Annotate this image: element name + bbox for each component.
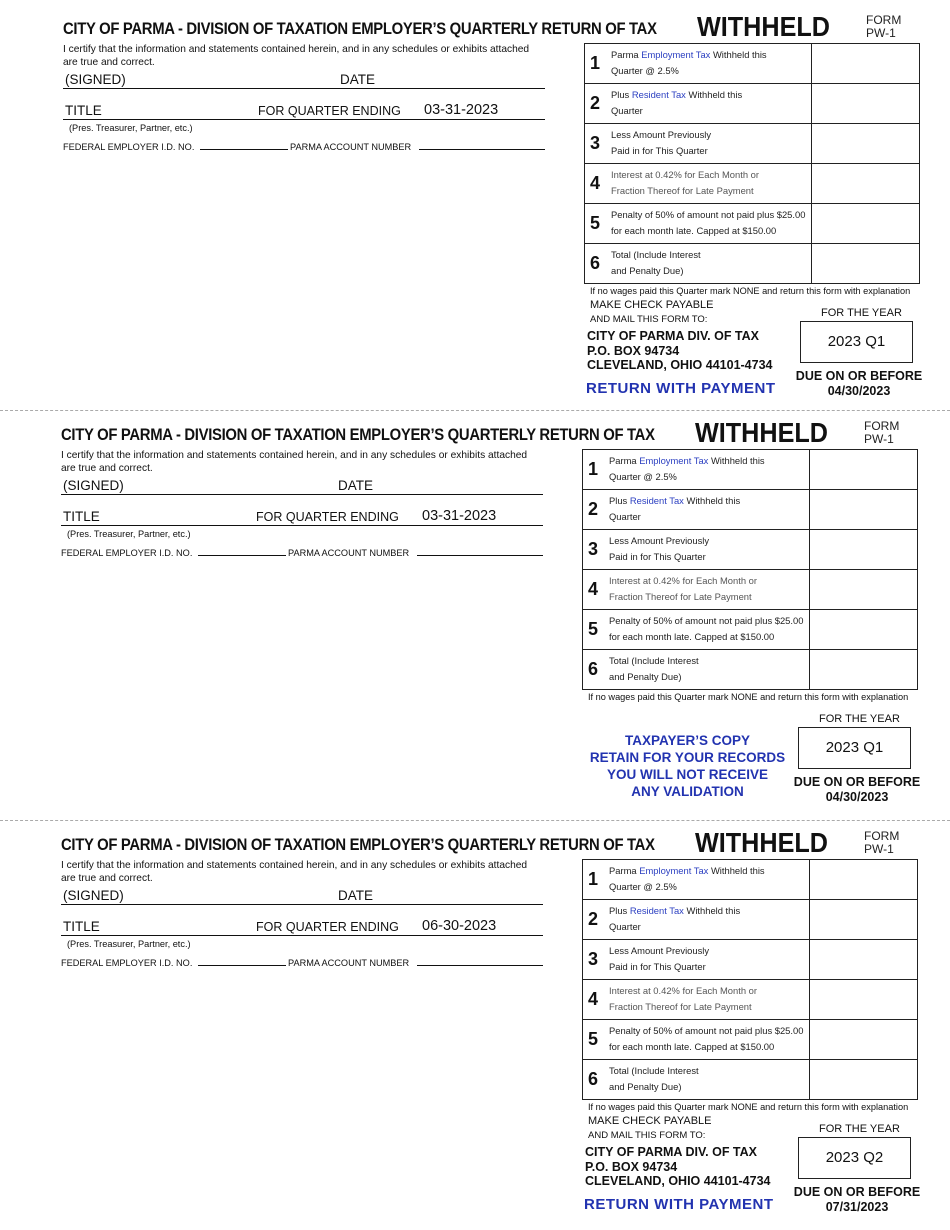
- title-label: TITLE: [63, 509, 100, 524]
- mail-form-label: AND MAIL THIS FORM TO:: [590, 314, 708, 325]
- quarter-ending-label: FOR QUARTER ENDING: [256, 920, 399, 934]
- due-date-block: [792, 1185, 922, 1215]
- line-description: [609, 943, 809, 975]
- line-description: [611, 167, 811, 199]
- account-number-field[interactable]: [419, 149, 545, 150]
- line-description: [609, 1023, 809, 1055]
- mailing-address-line-2: P.O. BOX 94734: [587, 344, 680, 358]
- line-text: Parma: [611, 49, 642, 60]
- line-description: [609, 1063, 809, 1095]
- signature-line[interactable]: [61, 494, 543, 495]
- date-label: DATE: [338, 888, 374, 903]
- line-text: for each month late. Capped at $150.00: [609, 1041, 775, 1052]
- federal-id-label: FEDERAL EMPLOYER I.D. NO.: [61, 958, 193, 968]
- line-number: 5: [589, 213, 600, 233]
- federal-id-field[interactable]: [198, 555, 286, 556]
- copy-line: TAXPAYER’S COPY: [624, 733, 751, 748]
- line-text: Less Amount Previously: [611, 129, 712, 140]
- line-text: Withheld this: [710, 49, 767, 60]
- amount-field[interactable]: [809, 980, 918, 1019]
- line-description: [611, 87, 811, 119]
- line-description: [609, 903, 809, 935]
- schedule-line-5: [583, 1019, 917, 1059]
- due-label: DUE ON OR BEFORE: [793, 775, 921, 789]
- line-description: [611, 207, 811, 239]
- due-date: 07/31/2023: [825, 1200, 889, 1214]
- line-number: 3: [589, 133, 600, 153]
- amount-field[interactable]: [811, 244, 920, 283]
- form-label: FORM: [864, 419, 900, 433]
- line-number: 2: [589, 93, 600, 113]
- line-text: Total (Include Interest: [609, 1065, 699, 1076]
- line-text: Employment Tax: [639, 455, 709, 466]
- line-number: 6: [587, 1069, 598, 1089]
- line-text: and Penalty Due): [609, 671, 682, 682]
- account-number-label: PARMA ACCOUNT NUMBER: [288, 958, 410, 968]
- title-line[interactable]: [61, 935, 543, 936]
- line-description: [611, 47, 811, 79]
- return-with-payment: RETURN WITH PAYMENT: [584, 1196, 774, 1213]
- line-text: Withheld this: [683, 495, 741, 506]
- return-form: [0, 0, 950, 405]
- quarter-ending-date: 03-31-2023: [424, 102, 499, 118]
- schedule-line-3: [583, 529, 917, 569]
- year-quarter-box: 2023 Q1: [800, 321, 913, 363]
- mailing-address-line-1: CITY OF PARMA DIV. OF TAX: [587, 329, 760, 343]
- line-text: Less Amount Previously: [609, 945, 710, 956]
- schedule-line-5: [583, 609, 917, 649]
- line-text: Employment Tax: [639, 865, 709, 876]
- federal-id-label: FEDERAL EMPLOYER I.D. NO.: [63, 142, 195, 152]
- title-hint: (Pres. Treasurer, Partner, etc.): [67, 939, 191, 949]
- line-text: Fraction Thereof for Late Payment: [611, 185, 754, 196]
- line-text: Paid in for This Quarter: [609, 551, 706, 562]
- copy-line: RETAIN FOR YOUR RECORDS: [589, 750, 786, 765]
- line-text: Plus: [609, 495, 630, 506]
- no-wages-note: If no wages paid this Quarter mark NONE and return this form with explanation: [590, 286, 911, 296]
- schedule-line-6: [583, 649, 917, 689]
- line-number: 2: [587, 499, 598, 519]
- form-title: CITY OF PARMA - DIVISION OF TAXATION EMPLOYER’S QUARTERLY RETURN OF TAX: [61, 836, 655, 854]
- return-with-payment: RETURN WITH PAYMENT: [586, 380, 776, 397]
- schedule-line-2: [583, 899, 917, 939]
- line-number: 3: [587, 539, 598, 559]
- copy-line: YOU WILL NOT RECEIVE: [606, 767, 768, 782]
- line-description: [609, 573, 809, 605]
- line-text: Less Amount Previously: [609, 535, 710, 546]
- quarter-ending-date: 06-30-2023: [422, 918, 497, 934]
- line-text: Resident Tax: [631, 89, 686, 100]
- line-text: for each month late. Capped at $150.00: [611, 225, 777, 236]
- amount-field[interactable]: [809, 940, 918, 979]
- schedule-line-1: [585, 44, 919, 83]
- schedule-line-5: [585, 203, 919, 243]
- title-label: TITLE: [65, 103, 102, 118]
- amount-field[interactable]: [809, 530, 918, 569]
- signed-label: (SIGNED): [65, 72, 126, 87]
- quarter-ending-label: FOR QUARTER ENDING: [258, 104, 401, 118]
- withheld-heading: WITHHELD: [697, 11, 830, 42]
- line-text: Quarter @ 2.5%: [609, 471, 677, 482]
- schedule-line-4: [585, 163, 919, 203]
- line-text: Withheld this: [685, 89, 743, 100]
- line-number: 1: [589, 53, 600, 73]
- line-text: Paid in for This Quarter: [611, 145, 708, 156]
- federal-id-label: FEDERAL EMPLOYER I.D. NO.: [61, 548, 193, 558]
- year-quarter-box: 2023 Q2: [798, 1137, 911, 1179]
- line-number: 3: [587, 949, 598, 969]
- line-text: Quarter: [609, 511, 641, 522]
- line-description: [609, 983, 809, 1015]
- line-text: Quarter @ 2.5%: [611, 65, 679, 76]
- form-title: CITY OF PARMA - DIVISION OF TAXATION EMPLOYER’S QUARTERLY RETURN OF TAX: [63, 20, 657, 38]
- line-text: Fraction Thereof for Late Payment: [609, 591, 752, 602]
- line-text: and Penalty Due): [611, 265, 684, 276]
- line-description: [609, 613, 809, 645]
- line-text: Penalty of 50% of amount not paid plus $25.00: [609, 1025, 804, 1036]
- line-text: Withheld this: [708, 455, 765, 466]
- line-number: 1: [587, 869, 598, 889]
- tax-schedule-table: [584, 43, 920, 284]
- amount-field[interactable]: [809, 490, 918, 529]
- line-text: Fraction Thereof for Late Payment: [609, 1001, 752, 1012]
- tax-schedule-table: [582, 859, 918, 1100]
- quarter-ending-date: 03-31-2023: [422, 508, 497, 524]
- amount-field[interactable]: [809, 450, 918, 489]
- line-number: 4: [589, 173, 600, 193]
- schedule-line-6: [585, 243, 919, 283]
- schedule-line-3: [583, 939, 917, 979]
- title-hint: (Pres. Treasurer, Partner, etc.): [69, 123, 193, 133]
- line-text: Resident Tax: [629, 905, 684, 916]
- signed-label: (SIGNED): [63, 888, 124, 903]
- title-label: TITLE: [63, 919, 100, 934]
- signed-label: (SIGNED): [63, 478, 124, 493]
- form-label: FORM: [864, 829, 900, 843]
- signature-line[interactable]: [61, 904, 543, 905]
- line-text: for each month late. Capped at $150.00: [609, 631, 775, 642]
- withheld-heading: WITHHELD: [695, 827, 828, 858]
- mailing-address-line-1: CITY OF PARMA DIV. OF TAX: [585, 1145, 758, 1159]
- form-number: PW-1: [864, 432, 894, 446]
- form-label: FORM: [866, 13, 902, 27]
- amount-field[interactable]: [809, 860, 918, 899]
- line-text: Quarter: [609, 921, 641, 932]
- form-number: PW-1: [866, 26, 896, 40]
- line-text: Employment Tax: [641, 49, 711, 60]
- schedule-line-4: [583, 979, 917, 1019]
- amount-field[interactable]: [809, 570, 918, 609]
- line-description: [609, 863, 809, 895]
- schedule-line-4: [583, 569, 917, 609]
- due-date-block: [794, 369, 924, 399]
- no-wages-note: If no wages paid this Quarter mark NONE and return this form with explanation: [588, 1102, 909, 1112]
- copy-line: ANY VALIDATION: [631, 784, 744, 799]
- mailing-address-line-3: CLEVELAND, OHIO 44101-4734: [587, 358, 773, 372]
- amount-field[interactable]: [809, 610, 918, 649]
- signature-line[interactable]: [63, 88, 545, 89]
- certification-text: I certify that the information and statements contained herein, and in any schedules or exhibits attached are true and correct.: [61, 860, 528, 884]
- schedule-line-2: [585, 83, 919, 123]
- schedule-line-2: [583, 489, 917, 529]
- schedule-line-3: [585, 123, 919, 163]
- line-text: Quarter @ 2.5%: [609, 881, 677, 892]
- due-label: DUE ON OR BEFORE: [793, 1185, 921, 1199]
- make-check-label: MAKE CHECK PAYABLE: [588, 1115, 712, 1127]
- line-number: 5: [587, 1029, 598, 1049]
- line-number: 2: [587, 909, 598, 929]
- account-number-field[interactable]: [417, 555, 543, 556]
- line-text: Penalty of 50% of amount not paid plus $25.00: [609, 615, 804, 626]
- date-label: DATE: [338, 478, 374, 493]
- amount-field[interactable]: [811, 44, 920, 83]
- form-title: CITY OF PARMA - DIVISION OF TAXATION EMPLOYER’S QUARTERLY RETURN OF TAX: [61, 426, 655, 444]
- line-text: Plus: [611, 89, 632, 100]
- line-text: and Penalty Due): [609, 1081, 682, 1092]
- due-date-block: [792, 775, 922, 805]
- federal-id-field[interactable]: [198, 965, 286, 966]
- line-text: Paid in for This Quarter: [609, 961, 706, 972]
- line-text: Plus: [609, 905, 630, 916]
- line-text: Withheld this: [708, 865, 765, 876]
- line-number: 4: [587, 989, 598, 1009]
- mail-form-label: AND MAIL THIS FORM TO:: [588, 1130, 706, 1141]
- account-number-label: PARMA ACCOUNT NUMBER: [290, 142, 412, 152]
- amount-field[interactable]: [811, 164, 920, 203]
- line-text: Interest at 0.42% for Each Month or: [611, 169, 759, 180]
- line-description: [611, 127, 811, 159]
- line-number: 1: [587, 459, 598, 479]
- line-number: 4: [587, 579, 598, 599]
- line-text: Parma: [609, 455, 640, 466]
- form-number: PW-1: [864, 842, 894, 856]
- line-number: 6: [589, 253, 600, 273]
- amount-field[interactable]: [811, 84, 920, 123]
- line-text: Resident Tax: [629, 495, 684, 506]
- quarter-ending-label: FOR QUARTER ENDING: [256, 510, 399, 524]
- line-text: Interest at 0.42% for Each Month or: [609, 985, 757, 996]
- line-description: [609, 533, 809, 565]
- amount-field[interactable]: [809, 1020, 918, 1059]
- account-number-field[interactable]: [417, 965, 543, 966]
- title-line[interactable]: [61, 525, 543, 526]
- taxpayer-copy-notice: [580, 732, 795, 800]
- for-year-label: FOR THE YEAR: [821, 307, 902, 319]
- amount-field[interactable]: [811, 204, 920, 243]
- for-year-label: FOR THE YEAR: [819, 1123, 900, 1135]
- due-date: 04/30/2023: [825, 790, 889, 804]
- title-line[interactable]: [63, 119, 545, 120]
- amount-field[interactable]: [809, 1060, 918, 1099]
- line-text: Total (Include Interest: [609, 655, 699, 666]
- line-description: [611, 247, 811, 279]
- no-wages-note: If no wages paid this Quarter mark NONE and return this form with explanation: [588, 692, 909, 702]
- line-description: [609, 453, 809, 485]
- due-label: DUE ON OR BEFORE: [795, 369, 923, 383]
- return-form: [0, 816, 948, 1221]
- line-text: Parma: [609, 865, 640, 876]
- certification-text: I certify that the information and statements contained herein, and in any schedules or exhibits attached are true and correct.: [63, 44, 530, 68]
- tax-schedule-table: [582, 449, 918, 690]
- line-number: 5: [587, 619, 598, 639]
- amount-field[interactable]: [809, 900, 918, 939]
- for-year-label: FOR THE YEAR: [819, 713, 900, 725]
- mailing-address-line-3: CLEVELAND, OHIO 44101-4734: [585, 1174, 771, 1188]
- line-text: Interest at 0.42% for Each Month or: [609, 575, 757, 586]
- line-text: Total (Include Interest: [611, 249, 701, 260]
- amount-field[interactable]: [809, 650, 918, 689]
- return-form: [0, 406, 948, 811]
- schedule-line-6: [583, 1059, 917, 1099]
- schedule-line-1: [583, 450, 917, 489]
- withheld-heading: WITHHELD: [695, 417, 828, 448]
- line-description: [609, 493, 809, 525]
- federal-id-field[interactable]: [200, 149, 288, 150]
- make-check-label: MAKE CHECK PAYABLE: [590, 299, 714, 311]
- line-text: Withheld this: [683, 905, 741, 916]
- date-label: DATE: [340, 72, 376, 87]
- certification-text: I certify that the information and statements contained herein, and in any schedules or exhibits attached are true and correct.: [61, 450, 528, 474]
- account-number-label: PARMA ACCOUNT NUMBER: [288, 548, 410, 558]
- line-text: Penalty of 50% of amount not paid plus $25.00: [611, 209, 806, 220]
- year-quarter-box: 2023 Q1: [798, 727, 911, 769]
- due-date: 04/30/2023: [827, 384, 891, 398]
- schedule-line-1: [583, 860, 917, 899]
- mailing-address-line-2: P.O. BOX 94734: [585, 1160, 678, 1174]
- title-hint: (Pres. Treasurer, Partner, etc.): [67, 529, 191, 539]
- line-text: Quarter: [611, 105, 643, 116]
- line-number: 6: [587, 659, 598, 679]
- line-description: [609, 653, 809, 685]
- amount-field[interactable]: [811, 124, 920, 163]
